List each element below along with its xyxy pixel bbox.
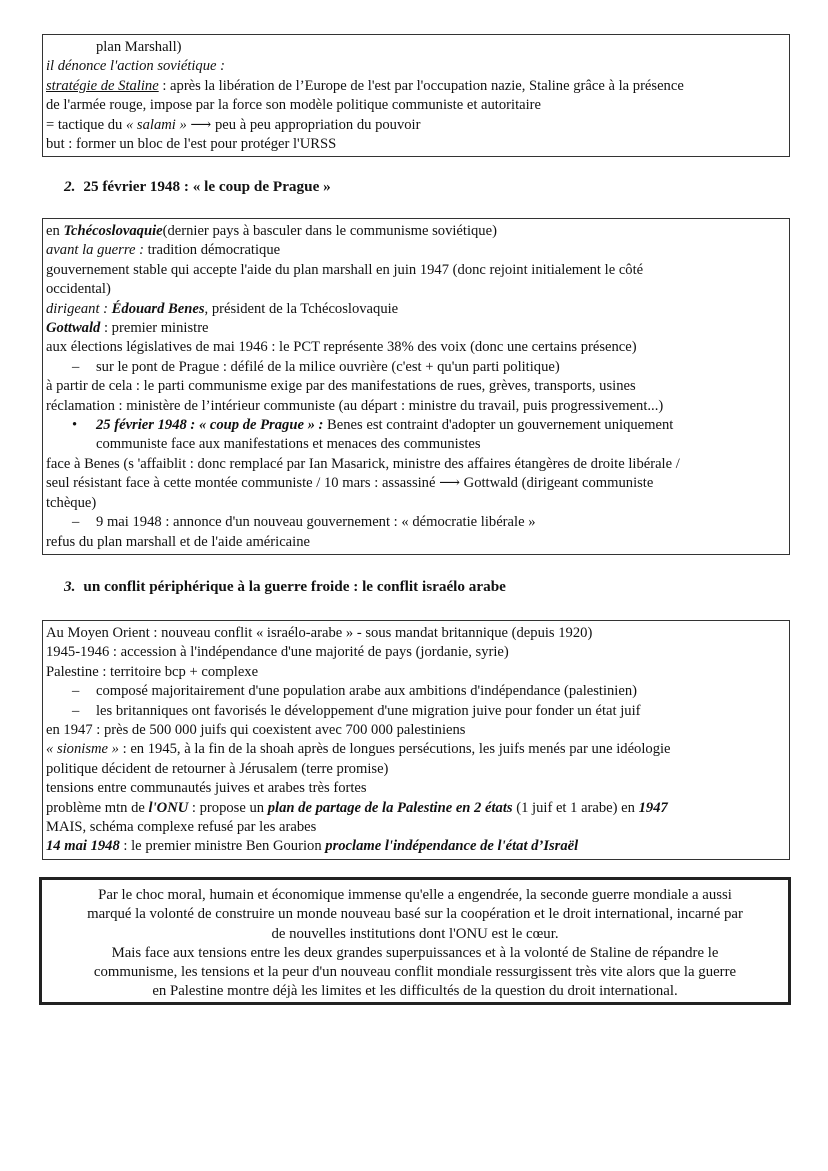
text-line: à partir de cela : le parti communisme exige par des manifestations de rues, grèves, transports, usines (46, 378, 636, 395)
text-line: dirigeant : Édouard Benes, président de la Tchécoslovaquie (46, 300, 399, 317)
text-line: Palestine : territoire bcp + complexe (46, 663, 259, 680)
text-line: MAIS, schéma complexe refusé par les arabes (46, 819, 317, 836)
prague-coup-box (42, 218, 790, 555)
text-line: tensions entre communautés juives et arabes très fortes (46, 780, 367, 797)
bullet-item: • 25 février 1948 : « coup de Prague » : Benes est contraint d'adopter un gouvernement uniquement (46, 416, 786, 435)
text-line: il dénonce l'action soviétique : (46, 58, 226, 75)
dash-icon: – (72, 683, 80, 700)
text-line: tchèque) (46, 494, 97, 511)
text-line: réclamation : ministère de l’intérieur communiste (au départ : ministre du travail, puis progressivement...) (46, 397, 664, 414)
bullet-icon: • (72, 417, 78, 434)
dash-icon: – (72, 358, 80, 375)
text-line: « sionisme » : en 1945, à la fin de la shoah après de longues persécutions, les juifs menés par une idéologie (46, 741, 671, 758)
text-line: gouvernement stable qui accepte l'aide du plan marshall en juin 1947 (donc rejoint initialement le côté (46, 261, 644, 278)
text-line: en Tchécoslovaquie(dernier pays à basculer dans le communisme soviétique) (46, 223, 497, 239)
text-line: de nouvelles institutions dont l'ONU est le cœur. (271, 925, 559, 942)
salami-term: « salami » (125, 116, 187, 133)
text-line: seul résistant face à cette montée communiste / 10 mars : assassiné ⟶ Gottwald (dirigeant communiste (46, 475, 654, 492)
dash-icon: – (72, 514, 80, 531)
text-line: communisme, les tensions et la peur d'un nouveau conflit mondiale ressurgissent très vite alors que la guerre (93, 964, 737, 981)
text-line: de l'armée rouge, impose par la force son modèle politique communiste et autoritaire (46, 97, 541, 114)
text-line: but : former un bloc de l'est pour protéger l'URSS (46, 136, 337, 153)
text-line: aux élections législatives de mai 1946 : le PCT représente 38% des voix (donc une certains présence) (46, 339, 637, 356)
text-line: Gottwald : premier ministre (46, 320, 209, 337)
israel-arab-conflict-box (42, 620, 790, 860)
dash-item: – sur le pont de Prague : défilé de la milice ouvrière (c'est + qu'un parti politique) (46, 358, 786, 377)
text-line: = tactique du « salami » ⟶ peu à peu appropriation du pouvoir (46, 116, 421, 133)
text-line: face à Benes (s 'affaiblit : donc remplacé par Ian Masarick, ministre des affaires étangères de droite libérale / (46, 455, 680, 472)
text-line: plan Marshall) (96, 39, 182, 55)
text-line: en Palestine montre déjà les limites et les difficultés de la question du droit international. (152, 983, 678, 1000)
text-line: communiste face aux manifestations et menaces des communistes (96, 436, 481, 453)
dash-item: – les britanniques ont favorisés le développement d'une migration juive pour fonder un état juif (46, 702, 786, 721)
text-line: Mais face aux tensions entre les deux grandes superpuissances et à la volonté de Staline de répandre le (111, 944, 719, 961)
text-line: Par le choc moral, humain et économique immense qu'elle a engendrée, la seconde guerre mondiale a aussi (98, 887, 732, 903)
text-line: 1945-1946 : accession à l'indépendance d'une majorité de pays (jordanie, syrie) (46, 644, 509, 661)
text-line: Au Moyen Orient : nouveau conflit « israélo-arabe » - sous mandat britannique (depuis 1920) (46, 625, 593, 641)
text-line: avant la guerre : tradition démocratique (46, 242, 281, 259)
text-line: 14 mai 1948 : le premier ministre Ben Gourion proclame l'indépendance de l'état d’Israël (46, 838, 579, 855)
staline-strategy-label: stratégie de Staline (46, 77, 159, 94)
text-line: refus du plan marshall et de l'aide américaine (46, 533, 310, 550)
dash-item: – 9 mai 1948 : annonce d'un nouveau gouvernement : « démocratie libérale » (46, 513, 786, 532)
text-line: politique décident de retourner à Jérusalem (terre promise) (46, 760, 389, 777)
dash-item: – composé majoritairement d'une population arabe aux ambitions d'indépendance (palestinien) (46, 682, 786, 701)
staline-strategy-box (42, 34, 790, 157)
conclusion-box (39, 877, 791, 1005)
section-heading-prague: 2. 25 février 1948 : « le coup de Prague » (64, 178, 331, 195)
text-line: marqué la volonté de construire un monde nouveau basé sur la coopération et le droit international, incarné par (87, 906, 743, 923)
section-heading-israel: 3. un conflit périphérique à la guerre froide : le conflit israélo arabe (64, 578, 506, 595)
text-line: stratégie de Staline : après la libération de l’Europe de l'est par l'occupation nazie, Staline grâce à la présence (46, 77, 684, 94)
text-line: occidental) (46, 281, 111, 298)
dash-icon: – (72, 702, 80, 719)
text-line: problème mtn de l'ONU : propose un plan de partage de la Palestine en 2 états (1 juif et 1 arabe) en 1947 (46, 799, 668, 816)
text-line: en 1947 : près de 500 000 juifs qui coexistent avec 700 000 palestiniens (46, 722, 466, 739)
